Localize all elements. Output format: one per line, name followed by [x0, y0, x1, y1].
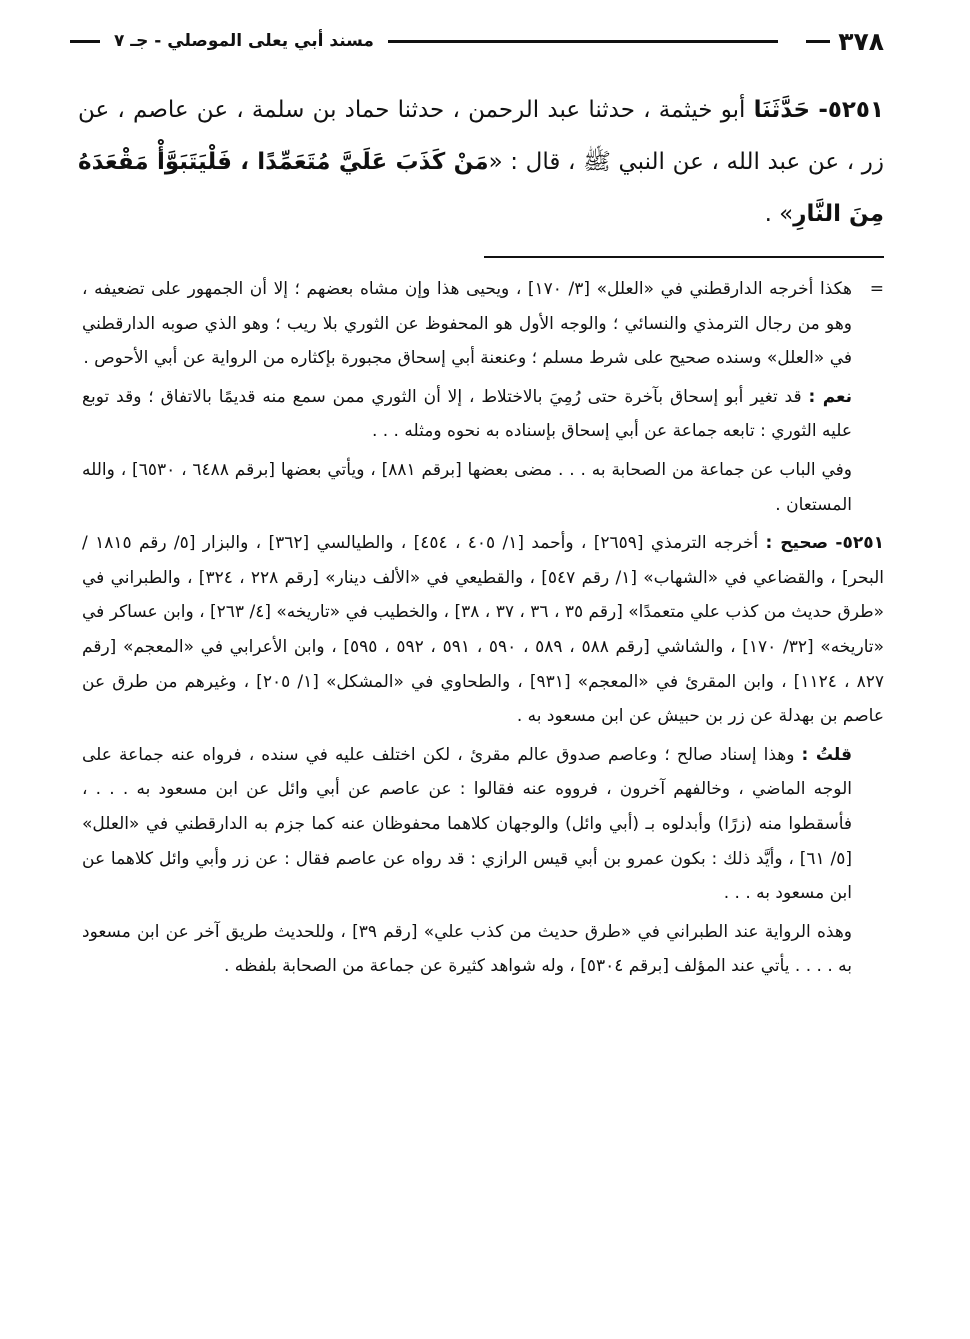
footnote-text: وفي الباب عن جماعة من الصحابة به . . . مضى بعضها [برقم ٨٨١] ، ويأتي بعضها [برقم ٦٤٨٨ ، ٦٥٣٠] ، والله المستعان . — [82, 459, 852, 515]
footnote-separator — [484, 256, 884, 258]
header-rule — [388, 40, 778, 43]
page-number: ٣٧٨ — [838, 26, 884, 56]
footnotes — [82, 272, 884, 988]
hadith-end: » . — [764, 201, 794, 227]
footnote-5251 — [82, 526, 884, 734]
hadith-matn: مَنْ كَذَبَ عَلَيَّ مُتَعَمِّدًا ، فَلْيَتَبَوَّأْ مَقْعَدَهُ مِنَ النَّارِ — [78, 149, 884, 227]
hadith-isnad: أبو خيثمة ، حدثنا عبد الرحمن ، حدثنا حماد بن سلمة ، عن عاصم ، عن زر ، عن عبد الله ، عن النبي ﷺ ، قال : « — [78, 97, 885, 175]
footnote-paragraph — [82, 453, 884, 522]
footnote-label: نعم : — [808, 386, 852, 407]
footnote-paragraph — [82, 380, 884, 449]
header-dash — [806, 40, 830, 43]
footnote-text: هكذا أخرجه الدارقطني في «العلل» [٣/ ١٧٠] ، ويحيى هذا وإن مشاه بعضهم ؛ إلا أن الجمهور على تضعيفه ، وهو من رجال الترمذي والنسائي ؛ والوجه الأول هو المحفوظ عن الثوري بلا ريب ؛ وهو الذي صوبه الدارقطني في «العلل» وسنده صحيح على شرط مسلم ؛ وعنعنة أبي إسحاق مجبورة بإكثاره من الرواية عن أبي الأحوص . — [82, 279, 852, 369]
hadith-text — [78, 84, 884, 240]
book-title: مسند أبي يعلى الموصلي - جـ ٧ — [114, 31, 374, 51]
footnote-number: ٥٢٥١- — [835, 533, 884, 554]
footnote-text: وهذا إسناد صالح ؛ وعاصم صدوق عالم مقرئ ، لكن اختلف عليه في سنده ، فرواه عنه جماعة على الوجه الماضي ، وخالفهم آخرون ، فرووه عنه فقالوا : عن عاصم عن أبي وائل عن ابن مسعود به . . . ، فأسقطوا منه (زرًا) وأبدلوه بـ (أبي وائل) والوجهان كلاهما محفوظان عنه كما جزم به الدارقطني في «العلل» [٥/ ٦١] ، وأيَّد ذلك : بكون عمرو بن أبي قيس الرازي : قد رواه عن عاصم فقال : عن زر وأبي وائل كلاهما عن ابن مسعود به . . . — [82, 744, 852, 904]
footnote-text: وهذه الرواية عند الطبراني في «طرق حديث من كذب علي» [رقم ٣٩] ، وللحديث طريق آخر عن ابن مسعود به . . . . يأتي عند المؤلف [برقم ٥٣٠٤] ، وله شواهد كثيرة عن جماعة من الصحابة بلفظه . — [82, 921, 852, 977]
continuation-marker: = — [869, 279, 884, 299]
footnote-continuation — [82, 272, 884, 376]
footnote-text: قد تغير أبو إسحاق بآخرة حتى رُمِيَ بالاختلاط ، إلا أن الثوري ممن سمع منه قديمًا بالاتفاق ؛ وقد توبع عليه الثوري : تابعه جماعة عن أبي إسحاق بإسناده به نحوه ومثله . . . — [82, 386, 852, 442]
footnote-paragraph — [82, 738, 884, 911]
footnote-label: قلتُ : — [801, 744, 853, 765]
hadith-number: ٥٢٥١- — [818, 97, 885, 123]
footnote-text: أخرجه الترمذي [٢٦٥٩] ، وأحمد [١/ ٤٠٥ ، ٤٥٤] ، والطيالسي [٣٦٢] ، والبزار [٥/ رقم ١٨١٥ / البحر] ، والقضاعي في «الشهاب» [١/ رقم ٥٤٧] ، والقطيعي في «الألف دينار» [رقم ٢٢٨ ، ٣٢٤] ، والطبراني في «طرق حديث من كذب علي متعمدًا» [رقم ٣٥ ، ٣٦ ، ٣٧ ، ٣٨] ، والخطيب في «تاريخه» [٤/ ٢٦٣] ، وابن عساكر في «تاريخه» [٣٢/ ١٧٠] ، والشاشي [رقم ٥٨٨ ، ٥٨٩ ، ٥٩٠ ، ٥٩١ ، ٥٩٢ ، ٥٩٥] ، وابن الأعرابي في «المعجم» [رقم ٨٢٧ ، ١١٢٤] ، وابن المقرئ في «المعجم» [٩٣١] ، والطحاوي في «المشكل» [١/ ٢٠٥] ، وغيرهم من طرق عن عاصم بن بهدلة عن زر بن حبيش عن ابن مسعود به . — [82, 533, 885, 727]
footnote-paragraph — [82, 915, 884, 984]
hadith-lead: حَدَّثَنَا — [753, 97, 811, 123]
header-dash — [70, 40, 100, 43]
running-header — [70, 26, 884, 56]
footnote-label: صحيح : — [765, 533, 829, 554]
